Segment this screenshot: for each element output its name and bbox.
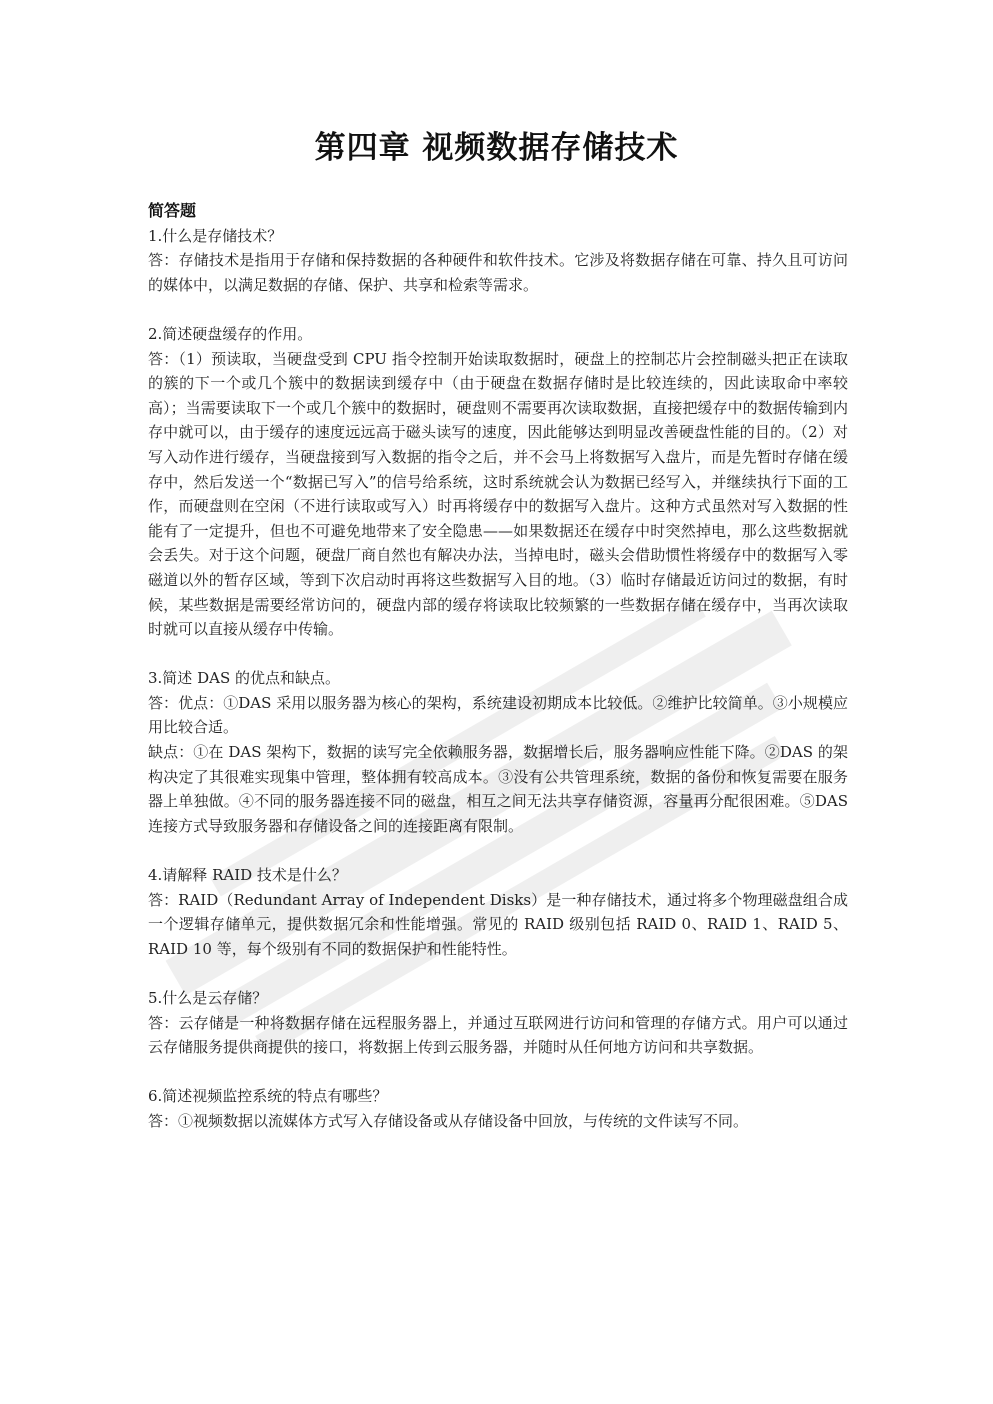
question-4: 4.请解释 RAID 技术是什么？ — [148, 866, 347, 885]
question-6: 6.简述视频监控系统的特点有哪些？ — [148, 1087, 388, 1106]
qa-item-6 — [148, 1084, 848, 1133]
question-3: 3.简述 DAS 的优点和缺点。 — [148, 669, 340, 688]
section-title: 简答题 — [148, 201, 197, 220]
answer-6: 答：①视频数据以流媒体方式写入存储设备或从存储设备中回放，与传统的文件读写不同。 — [148, 1111, 749, 1130]
answer-2: 答：（1）预读取，当硬盘受到 CPU 指令控制开始读取数据时，硬盘上的控制芯片会控制磁头把正在读取的簇的下一个或几个簇中的数据读到缓存中（由于硬盘在数据存储时是比较连续的，因此读取命中率较高）；当需要读取下一个或几个簇中的数据时，硬盘则不需要再次读取数据，直接把缓存中的数据传输到内存中就可以，由于缓存的速度远远高于磁头读写的速度，因此能够达到明显改善硬盘性能的目的。（2）对写入动作进行缓存，当硬盘接到写入数据的指令之后，并不会马上将数据写入盘片，而是先暂时存储在缓存中，然后发送一个“数据已写入”的信号给系统，这时系统就会认为数据已经写入，并继续执行下面的工作，而硬盘则在空闲（不进行读取或写入）时再将缓存中的数据写入盘片。这种方式虽然对写入数据的性能有了一定提升，但也不可避免地带来了安全隐患——如果数据还在缓存中时突然掉电，那么这些数据就会丢失。对于这个问题，硬盘厂商自然也有解决办法，当掉电时，磁头会借助惯性将缓存中的数据写入零磁道以外的暂存区域，等到下次启动时再将这些数据写入目的地。（3）临时存储最近访问过的数据，有时候，某些数据是需要经常访问的，硬盘内部的缓存将读取比较频繁的一些数据存储在缓存中，当再次读取时就可以直接从缓存中传输。 — [148, 349, 848, 639]
answer-4: 答：RAID（Redundant Array of Independent Disks）是一种存储技术，通过将多个物理磁盘组合成一个逻辑存储单元，提供数据冗余和性能增强。常见的 RAID 级别包括 RAID 0、RAID 1、RAID 5、RAID 10 等，每个级别有不同的数据保护和性能特性。 — [148, 890, 848, 958]
answer-1: 答：存储技术是指用于存储和保持数据的各种硬件和软件技术。它涉及将数据存储在可靠、持久且可访问的媒体中，以满足数据的存储、保护、共享和检索等需求。 — [148, 251, 848, 294]
question-5: 5.什么是云存储？ — [148, 989, 268, 1007]
qa-item-3 — [148, 666, 848, 838]
page-title: 第四章 视频数据存储技术 — [314, 130, 679, 166]
answer-3-advantages: 答：优点：①DAS 采用以服务器为核心的架构，系统建设初期成本比较低。②维护比较简单。③小规模应用比较合适。 — [148, 693, 848, 737]
qa-item-2 — [148, 322, 848, 642]
question-2: 2.简述硬盘缓存的作用。 — [148, 324, 313, 343]
answer-5: 答：云存储是一种将数据存储在远程服务器上，并通过互联网进行访问和管理的存储方式。用户可以通过云存储服务提供商提供的接口，将数据上传到云服务器，并随时从任何地方访问和共享数据。 — [148, 1013, 848, 1057]
qa-item-1 — [148, 224, 848, 298]
qa-item-4 — [148, 863, 848, 961]
answer-3-disadvantages: 缺点：①在 DAS 架构下，数据的读写完全依赖服务器，数据增长后，服务器响应性能下降。②DAS 的架构决定了其很难实现集中管理，整体拥有较高成本。③没有公共管理系统，数据的备份和恢复需要在服务器上单独做。④不同的服务器连接不同的磁盘，相互之间无法共享存储资源，容量再分配很困难。⑤DAS 连接方式导致服务器和存储设备之间的连接距离有限制。 — [148, 743, 848, 835]
qa-item-5 — [148, 986, 848, 1060]
question-1: 1.什么是存储技术？ — [148, 226, 283, 245]
content-body — [148, 199, 848, 1158]
